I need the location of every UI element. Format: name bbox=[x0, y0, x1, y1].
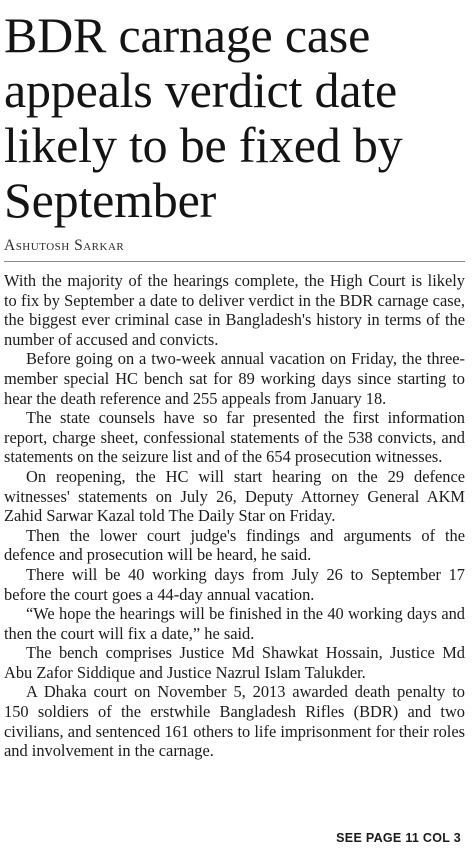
headline: BDR carnage case appeals verdict date likely to be fixed by September bbox=[4, 7, 403, 228]
paragraph: With the majority of the hearings complete, the High Court is likely to fix by September a date to deliver verdict in the BDR carnage case, the biggest ever criminal case in Bangladesh's history in terms of the number of accused and convicts. bbox=[4, 271, 465, 349]
byline: Ashutosh Sarkar bbox=[4, 237, 465, 262]
paragraph: Then the lower court judge's findings and arguments of the defence and prosecution will be heard, he said. bbox=[4, 525, 465, 565]
paragraph: “We hope the hearings will be finished in the 40 working days and then the court will fix a date,” he said. bbox=[4, 604, 465, 643]
paragraph: The state counsels have so far presented the first information report, charge sheet, confessional statements of the 538 convicts, and statements on the seizure list and of the 654 prosecution witnesses. bbox=[4, 408, 465, 467]
paragraph: There will be 40 working days from July 26 to September 17 before the court goes a 44-day annual vacation. bbox=[4, 564, 465, 604]
paragraph: On reopening, the HC will start hearing on the 29 defence witnesses' statements on July 26, Deputy Attorney General AKM Zahid Sarwar Kazal told The Daily Star on Friday. bbox=[4, 466, 465, 526]
paragraph: A Dhaka court on November 5, 2013 awarded death penalty to 150 soldiers of the erstwhile Bangladesh Rifles (BDR) and two civilians, and sentenced 161 others to life imprisonment for their roles and involvement in the carnage. bbox=[4, 682, 465, 761]
paragraph: The bench comprises Justice Md Shawkat Hossain, Justice Md Abu Zafor Siddique and Justice Nazrul Islam Talukder. bbox=[4, 643, 465, 682]
article-body bbox=[4, 271, 465, 761]
paragraph: Before going on a two-week annual vacation on Friday, the three-member special HC bench sat for 89 working days since starting to hear the death reference and 255 appeals from January 18. bbox=[4, 349, 465, 408]
continuation-line: SEE PAGE 11 COL 3 bbox=[336, 831, 461, 845]
